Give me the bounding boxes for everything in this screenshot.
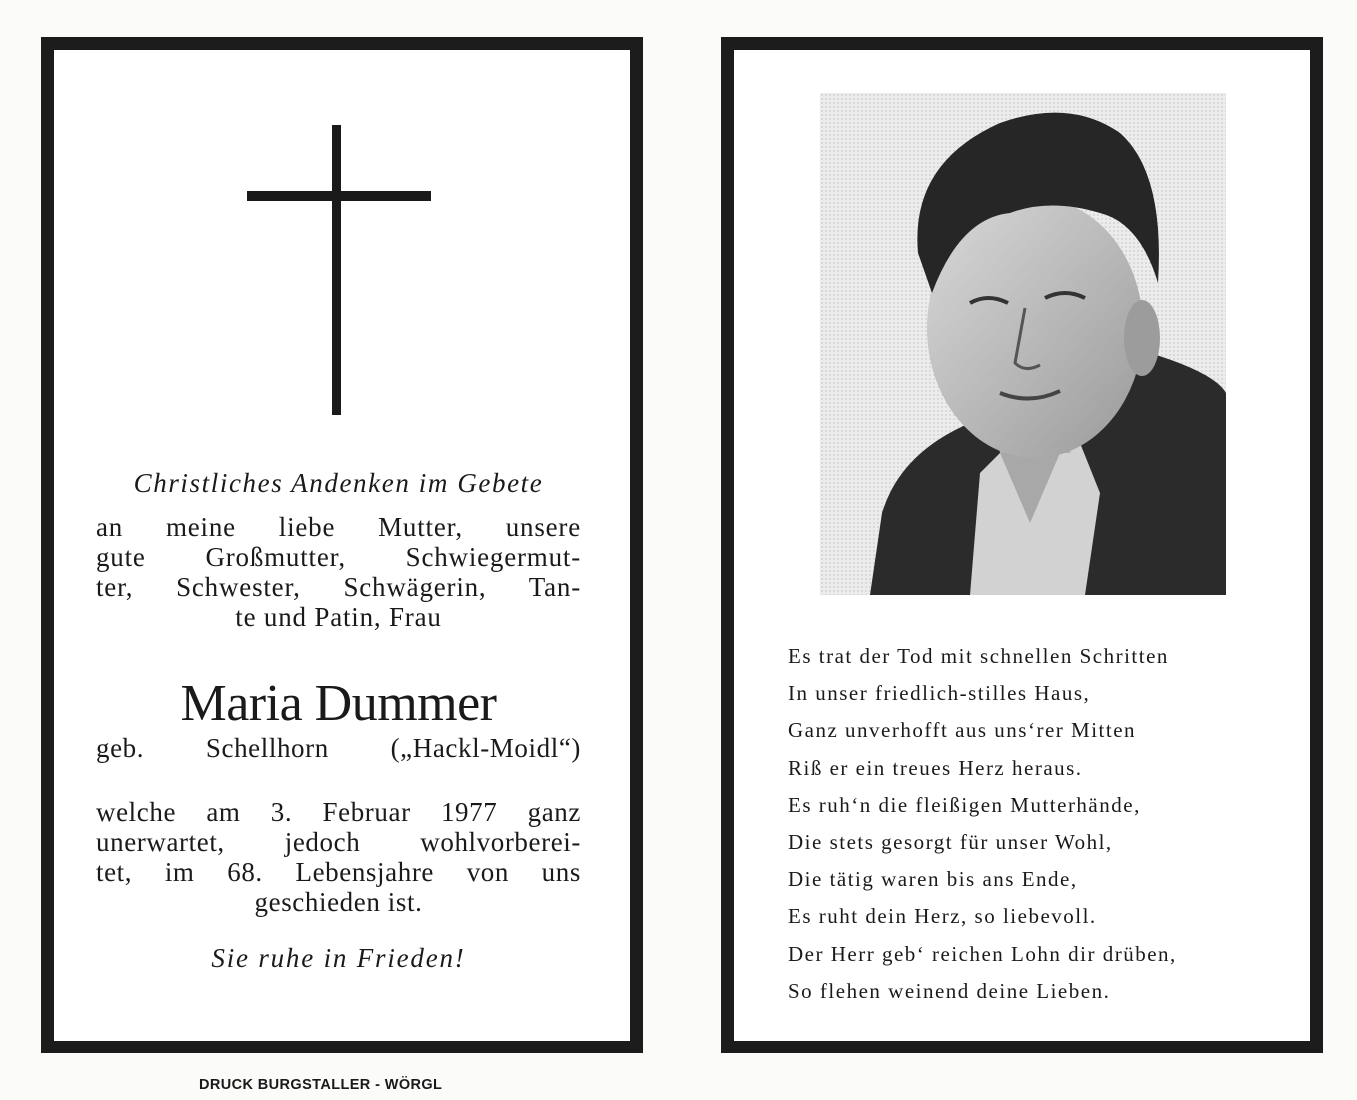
poem-line: Es ruh‘n die fleißigen Mutterhände, bbox=[788, 792, 1141, 817]
card-heading: Christliches Andenken im Gebete bbox=[133, 468, 544, 498]
poem-line: Es ruht dein Herz, so liebevoll. bbox=[788, 904, 1097, 929]
dedication-line: an meine liebe Mutter, unsere bbox=[96, 512, 581, 542]
poem bbox=[788, 638, 1268, 1010]
poem-line: In unser friedlich-stilles Haus, bbox=[788, 681, 1091, 706]
closing-blessing: Sie ruhe in Frieden! bbox=[211, 943, 466, 973]
portrait-image bbox=[820, 93, 1226, 595]
poem-line: Die tätig waren bis ans Ende, bbox=[788, 867, 1078, 892]
obituary-line: geschieden ist. bbox=[254, 887, 423, 917]
cross-horizontal-beam bbox=[247, 191, 431, 201]
deceased-name: Maria Dummer bbox=[180, 675, 497, 732]
portrait-photo bbox=[820, 93, 1226, 595]
dedication-line: gute Großmutter, Schwiegermut- bbox=[96, 542, 581, 572]
obituary-line: tet, im 68. Lebensjahre von uns bbox=[96, 857, 581, 887]
poem-line: So flehen weinend deine Lieben. bbox=[788, 978, 1111, 1003]
right-card bbox=[721, 37, 1323, 1053]
obituary-line: welche am 3. Februar 1977 ganz bbox=[96, 797, 581, 827]
poem-line: Ganz unverhofft aus uns‘rer Mitten bbox=[788, 718, 1137, 743]
obituary-text bbox=[96, 797, 581, 917]
poem-line: Riß er ein treues Herz heraus. bbox=[788, 755, 1083, 780]
poem-line: Der Herr geb‘ reichen Lohn dir drüben, bbox=[788, 941, 1177, 966]
printer-credit: DRUCK BURGSTALLER - WÖRGL bbox=[199, 1077, 443, 1093]
obituary-line: unerwartet, jedoch wohlvorberei- bbox=[96, 827, 581, 857]
poem-line: Es trat der Tod mit schnellen Schritten bbox=[788, 644, 1169, 668]
dedication-line: ter, Schwester, Schwägerin, Tan- bbox=[96, 572, 581, 602]
maiden-name: geb. Schellhorn („Hackl-Moidl“) bbox=[96, 733, 581, 763]
cross-vertical-beam bbox=[332, 125, 341, 415]
poem-line: Die stets gesorgt für unser Wohl, bbox=[788, 830, 1113, 855]
left-card bbox=[41, 37, 643, 1053]
dedication-text bbox=[96, 512, 581, 632]
dedication-line: te und Patin, Frau bbox=[235, 602, 442, 632]
